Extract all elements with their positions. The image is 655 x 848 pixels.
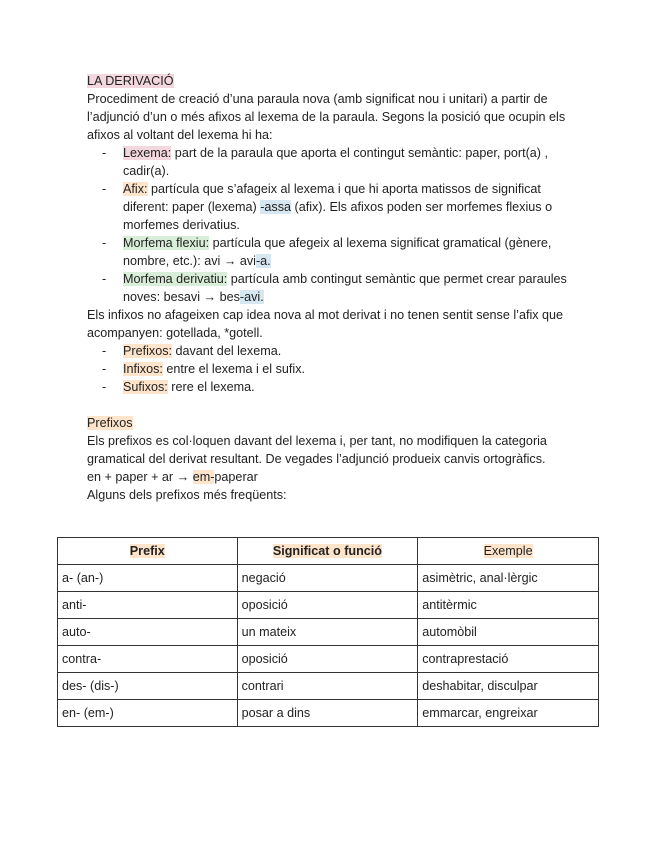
prefix-table <box>57 537 599 727</box>
cell-significat: posar a dins <box>237 700 418 727</box>
list-item-prefixos: - Prefixos: davant del lexema. <box>87 342 572 360</box>
cell-significat: oposició <box>237 646 418 673</box>
list-item-morfema-derivatiu: - Morfema derivatiu: partícula amb contingut semàntic que permet crear paraules noves: besavi → bes-avi. <box>87 270 572 306</box>
prefixos-heading: Prefixos <box>87 416 133 430</box>
table-row <box>58 673 599 700</box>
cell-exemple: automòbil <box>418 619 599 646</box>
cell-significat: contrari <box>237 673 418 700</box>
table-row <box>58 592 599 619</box>
positions-list <box>87 342 572 396</box>
cell-exemple: deshabitar, disculpar <box>418 673 599 700</box>
cell-exemple: emmarcar, engreixar <box>418 700 599 727</box>
table-row <box>58 619 599 646</box>
cell-prefix: contra- <box>58 646 238 673</box>
section-title: LA DERIVACIÓ <box>87 74 174 88</box>
cell-exemple: contraprestació <box>418 646 599 673</box>
cell-significat: negació <box>237 565 418 592</box>
table-row <box>58 565 599 592</box>
document-body <box>87 72 572 504</box>
cell-exemple: asimètric, anal·lèrgic <box>418 565 599 592</box>
cell-prefix: a- (an-) <box>58 565 238 592</box>
list-item-sufixos: - Sufixos: rere el lexema. <box>87 378 572 396</box>
header-exemple: Exemple <box>418 538 599 565</box>
table-row <box>58 646 599 673</box>
prefixos-list-intro: Alguns dels prefixos més freqüents: <box>87 488 287 502</box>
cell-exemple: antitèrmic <box>418 592 599 619</box>
cell-prefix: en- (em-) <box>58 700 238 727</box>
cell-prefix: auto- <box>58 619 238 646</box>
cell-significat: un mateix <box>237 619 418 646</box>
cell-prefix: des- (dis-) <box>58 673 238 700</box>
list-item-morfema-flexiu: - Morfema flexiu: partícula que afegeix al lexema significat gramatical (gènere, nombre, etc.): avi → avi-a. <box>87 234 572 270</box>
prefixos-paragraph: Els prefixos es col·loquen davant del lexema i, per tant, no modifiquen la categoria gramatical del derivat resultant. De vegades l’adjunció produeix canvis ortogràfics. <box>87 434 547 466</box>
list-item-afix: - Afix: partícula que s’afageix al lexema i que hi aporta matissos de significat diferent: paper (lexema) -assa (afix). Els afixos poden ser morfemes flexius o morfemes derivatius. <box>87 180 572 234</box>
spacer <box>87 396 572 414</box>
cell-significat: oposició <box>237 592 418 619</box>
infixes-paragraph: Els infixos no afageixen cap idea nova al mot derivat i no tenen sentit sense l’afix que acompanyen: gotellada, *gotell. <box>87 308 564 340</box>
list-item-infixos: - Infixos: entre el lexema i el sufix. <box>87 360 572 378</box>
prefixos-example: en + paper + ar → em-paperar <box>87 470 258 484</box>
cell-prefix: anti- <box>58 592 238 619</box>
header-prefix: Prefix <box>58 538 238 565</box>
list-item-lexema: - Lexema: part de la paraula que aporta el contingut semàntic: paper, port(a) , cadir(a). <box>87 144 572 180</box>
table-header-row <box>58 538 599 565</box>
header-significat: Significat o funció <box>237 538 418 565</box>
table-row <box>58 700 599 727</box>
components-list <box>87 144 572 306</box>
intro-paragraph: Procediment de creació d’una paraula nova (amb significat nou i unitari) a partir de l’adjunció d’un o més afixos al lexema de la paraula. Segons la posició que ocupin els afixos al voltant del lexema hi ha: <box>87 92 566 142</box>
